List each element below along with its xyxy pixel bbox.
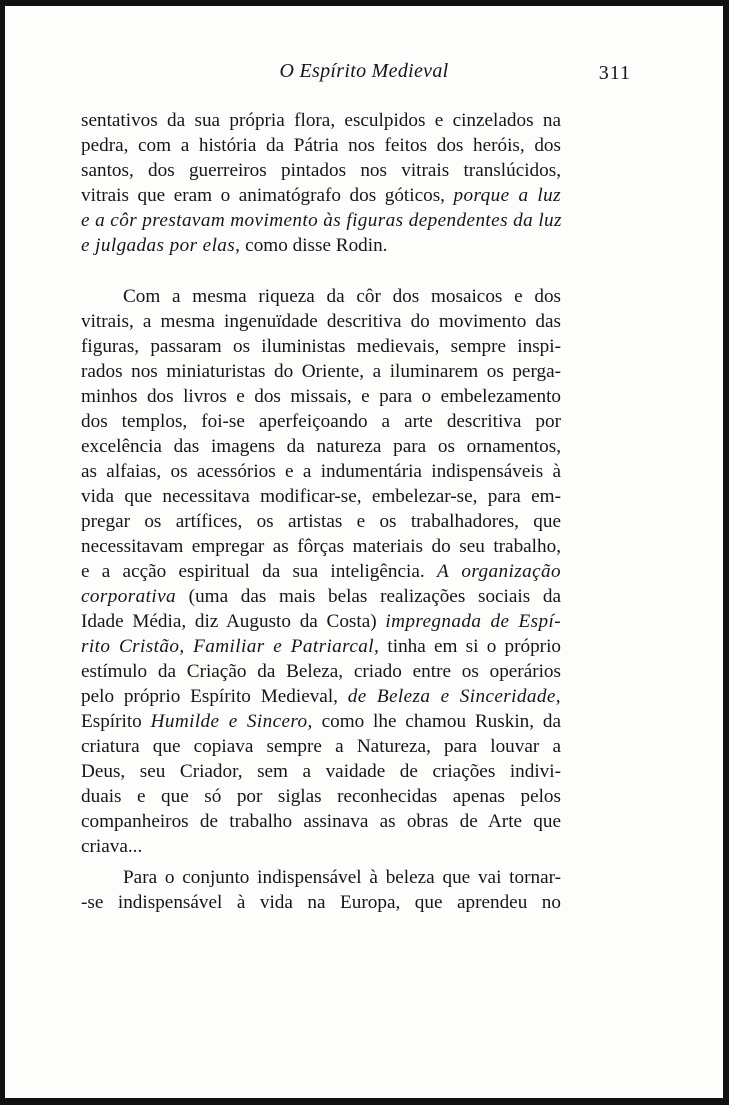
- text-line: [81, 634, 561, 659]
- text-line: minhos dos livros e dos missais, e para o embelezamento: [81, 386, 561, 407]
- text-line: duais e que só por siglas reconhecidas apenas pelos: [81, 786, 561, 807]
- text-line: Com a mesma riqueza da côr dos mosaicos e dos: [123, 286, 561, 307]
- paragraph-3: [81, 865, 561, 915]
- text-span: como disse Rodin.: [240, 235, 388, 256]
- text-line: Deus, seu Criador, sem a vaidade de criações indivi-: [81, 761, 561, 782]
- text-span: como lhe chamou Ruskin, da: [312, 711, 561, 732]
- paragraph-1: [81, 108, 561, 258]
- paragraph-2: [81, 284, 561, 859]
- text-line: estímulo da Criação da Beleza, criado entre os operários: [81, 661, 561, 682]
- text-span: tinha em si o próprio: [379, 636, 561, 657]
- text-line: pedra, com a história da Pátria nos feitos dos heróis, dos: [81, 135, 561, 156]
- text-line: dos templos, foi-se aperfeiçoando a arte descritiva por: [81, 411, 561, 432]
- text-line: [81, 684, 561, 709]
- text-span: vitrais que eram o animatógrafo dos góticos,: [81, 185, 454, 206]
- italic-quote: e a côr prestavam movimento às figuras dependentes da luz: [81, 210, 562, 231]
- italic-phrase: rito Cristão, Familiar e Patriarcal,: [81, 636, 380, 657]
- italic-quote: porque a luz: [453, 185, 561, 206]
- text-line: vitrais, a mesma ingenuïdade descritiva do movimento das: [81, 311, 561, 332]
- text-line: [81, 233, 561, 258]
- text-span: Espírito: [81, 711, 151, 732]
- text-line: pregar os artífices, os artistas e os trabalhadores, que: [81, 511, 561, 532]
- paragraph-gap: [81, 258, 561, 284]
- italic-phrase: impregnada de Espí-: [385, 611, 562, 632]
- text-line: as alfaias, os acessórios e a indumentária indispensáveis à: [81, 461, 561, 482]
- text-line: companheiros de trabalho assinava as obras de Arte que: [81, 811, 561, 832]
- text-line: Para o conjunto indispensável à beleza que vai tornar-: [123, 867, 561, 888]
- text-line: [81, 584, 561, 609]
- text-span: (uma das mais belas realizações sociais da: [176, 586, 561, 607]
- italic-phrase: A organização: [436, 561, 561, 582]
- body-text: [81, 108, 561, 915]
- text-line: vida que necessitava modificar-se, embelezar-se, para em-: [81, 486, 561, 507]
- text-span: pelo próprio Espírito Medieval,: [81, 686, 348, 707]
- page-number: 311: [598, 62, 631, 84]
- text-span: Idade Média, diz Augusto da Costa): [81, 611, 386, 632]
- text-line: -se indispensável à vida na Europa, que aprendeu no: [81, 892, 561, 913]
- text-line: rados nos miniaturistas do Oriente, a iluminarem os perga-: [81, 361, 561, 382]
- italic-phrase: Humilde e Sincero,: [150, 711, 313, 732]
- text-line: excelência das imagens da natureza para os ornamentos,: [81, 436, 561, 457]
- text-line: criava...: [81, 836, 143, 857]
- text-line: sentativos da sua própria flora, esculpidos e cinzelados na: [81, 110, 561, 131]
- italic-quote: e julgadas por elas,: [81, 235, 241, 256]
- text-line: criatura que copiava sempre a Natureza, para louvar a: [81, 736, 561, 757]
- text-line: necessitavam empregar as fôrças materiais do seu trabalho,: [81, 536, 561, 557]
- running-title: O Espírito Medieval: [279, 60, 449, 82]
- text-line: [81, 208, 561, 233]
- italic-phrase: corporativa: [81, 586, 176, 607]
- text-line: figuras, passaram os iluministas medievais, sempre inspi-: [81, 336, 561, 357]
- text-line: [81, 709, 561, 734]
- page-header: [5, 60, 723, 94]
- text-line: [81, 609, 561, 634]
- text-line: [81, 183, 561, 208]
- text-line: [81, 559, 561, 584]
- italic-phrase: de Beleza e Sinceridade,: [347, 686, 561, 707]
- text-line: santos, dos guerreiros pintados nos vitrais translúcidos,: [81, 160, 561, 181]
- text-span: e a acção espiritual da sua inteligência.: [81, 561, 437, 582]
